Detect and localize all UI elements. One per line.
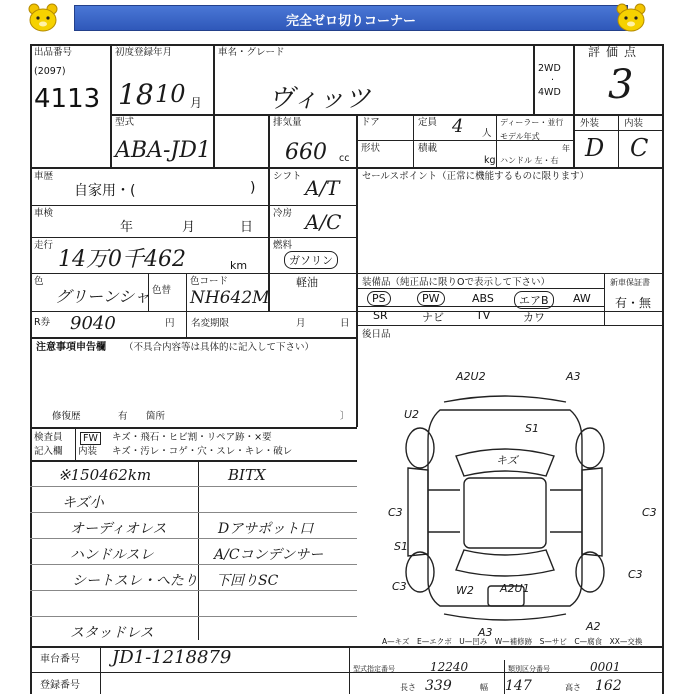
- warranty-value: 有・無: [615, 296, 652, 310]
- designation-label: 型式指定番号: [353, 665, 395, 673]
- color-code-label: 色コード: [190, 276, 229, 287]
- mileage-unit: km: [230, 259, 248, 272]
- shape-label: 形状: [361, 143, 381, 154]
- capacity-unit: 人: [482, 128, 492, 139]
- model-label: 車名・グレード: [218, 47, 285, 58]
- damage-label: U2: [404, 408, 420, 421]
- sales-points-label: セールスポイント（正常に機能するものに限ります）: [362, 171, 590, 182]
- name-change-month: 月: [296, 318, 306, 329]
- drive-4wd: 4WD: [538, 87, 561, 98]
- damage-label: W2: [456, 584, 474, 597]
- recycle-value: 9040: [70, 313, 116, 334]
- equip-airbag: エアB: [514, 291, 554, 309]
- capacity-label: 定員: [418, 117, 438, 128]
- later-docs-label: 後日品: [362, 329, 391, 340]
- exterior-items: キズ・飛石・ヒビ割・リペア跡・×要: [112, 432, 272, 443]
- displacement-value: 660: [285, 140, 327, 165]
- notes-label: 注意事項申告欄: [36, 342, 106, 353]
- lot-number: 4113: [34, 84, 101, 114]
- type-label: 型式: [115, 117, 135, 128]
- damage-label: A2U1: [500, 582, 530, 595]
- inspector-note-left: ※150462km: [58, 466, 152, 484]
- fuel-label: 燃料: [273, 240, 293, 251]
- dim-length-label: 長さ: [400, 683, 416, 692]
- equip-abs: ABS: [472, 292, 494, 305]
- equip-pw: PW: [417, 291, 445, 306]
- history-value: 自家用・(: [74, 183, 136, 199]
- inspector-note-left: シートスレ・へたり: [72, 573, 198, 589]
- model-year-label: モデル年式: [500, 132, 540, 141]
- registration-month-unit: 月: [190, 96, 203, 110]
- handle-label: ハンドル 左・右: [500, 156, 559, 165]
- repair-place-label: 箇所: [146, 411, 166, 422]
- inspector-label-1: 検査員: [34, 432, 63, 443]
- notes-sub: （不具合内容等は具体的に記入して下さい）: [124, 342, 315, 353]
- name-change-label: 名変期限: [191, 318, 230, 329]
- damage-label: A2: [586, 620, 601, 633]
- color-change-label: 色替: [152, 285, 172, 296]
- inspector-note-left: オーディオレス: [70, 521, 167, 537]
- load-unit: kg: [484, 155, 496, 166]
- color-code-value: NH642M: [190, 288, 270, 308]
- banner-title: 完全ゼロ切りコーナー: [285, 14, 416, 29]
- registration-month: 10: [155, 80, 186, 108]
- damage-label: C3: [642, 506, 657, 519]
- dim-width-label: 幅: [480, 683, 488, 692]
- damage-label: C3: [392, 580, 407, 593]
- ac-value: A/C: [305, 210, 342, 234]
- equipment-label: 装備品（純正品に限りOで表示して下さい）: [362, 277, 550, 288]
- equip-sr: SR: [373, 309, 388, 322]
- equip-aw: AW: [573, 292, 591, 305]
- designation-value: 12240: [430, 660, 469, 674]
- registration-year: 18: [118, 78, 154, 111]
- inspector-note-right: Dアサポット口: [218, 521, 314, 537]
- inspector-note-right: BITX: [228, 466, 266, 484]
- shift-value: A/T: [305, 176, 340, 200]
- dim-height-label: 高さ: [565, 683, 581, 692]
- fuel-gasoline: ガソリン: [284, 251, 338, 269]
- load-label: 積載: [418, 143, 438, 154]
- chassis-number: JD1-1218879: [112, 647, 232, 668]
- score-value: 3: [608, 62, 634, 108]
- dim-width-value: 147: [505, 678, 532, 694]
- recycle-unit: 円: [165, 318, 175, 329]
- capacity-value: 4: [452, 116, 464, 137]
- history-close: ): [250, 180, 256, 196]
- damage-label: A3: [478, 626, 493, 639]
- lot-label: 出品番号: [34, 47, 73, 58]
- bear-mascot-left-icon: [26, 3, 60, 33]
- repair-close: 〕: [340, 411, 350, 422]
- model-name: ヴィッツ: [268, 84, 371, 114]
- inspector-note-right: A/Cコンデンサー: [214, 547, 324, 563]
- damage-label: C3: [388, 506, 403, 519]
- inspector-note-left: キズ小: [62, 495, 104, 511]
- interior-items: キズ・汚レ・コゲ・穴・スレ・キレ・破レ: [112, 446, 293, 457]
- displacement-unit: cc: [339, 153, 350, 164]
- exterior-grade-label: 外装: [580, 118, 600, 129]
- inspector-note-right: 下回りSC: [216, 573, 279, 589]
- damage-label: A3: [566, 370, 581, 383]
- damage-label: C3: [628, 568, 643, 581]
- interior-grade-value: C: [630, 134, 649, 162]
- color-label: 色: [34, 276, 44, 287]
- displacement-label: 排気量: [273, 117, 302, 128]
- inspector-note-left: スタッドレス: [70, 625, 154, 641]
- inspection-label: 車検: [34, 208, 54, 219]
- type-value: ABA-JD1: [115, 138, 211, 163]
- bear-mascot-right-icon: [614, 3, 648, 33]
- warranty-label: 新車保証書: [610, 278, 650, 287]
- inspection-day: 日: [240, 220, 254, 235]
- registration-number-label: 登録番号: [40, 680, 80, 691]
- score-label: 評価点: [588, 45, 643, 59]
- category-value: 0001: [590, 660, 621, 674]
- damage-label: A2U2: [456, 370, 486, 383]
- category-label: 類別区分番号: [508, 665, 550, 673]
- shift-label: シフト: [273, 171, 302, 182]
- history-label: 車歴: [34, 171, 54, 182]
- equip-tv: TV: [476, 309, 491, 322]
- inspector-label-2: 記入欄: [34, 446, 63, 457]
- title-banner: [74, 5, 628, 31]
- damage-label: S1: [394, 540, 408, 553]
- car-damage-diagram: [360, 360, 662, 646]
- color-value: グリーンシャ: [55, 287, 150, 306]
- diagram-legend: A—キズ E—エクボ U—凹み W—補修跡 S—サビ C—腐食 XX—交換: [382, 637, 643, 646]
- dim-height-value: 162: [595, 678, 622, 694]
- drive-dot: ·: [551, 75, 555, 86]
- equip-ps: PS: [367, 291, 391, 306]
- inspection-year: 年: [120, 220, 134, 235]
- name-change-day: 日: [340, 318, 350, 329]
- fuel-diesel: 軽油: [296, 276, 318, 289]
- interior-tag: 内装: [78, 446, 98, 457]
- repair-history-label: 修復歴: [52, 411, 81, 422]
- recycle-label: R券: [34, 317, 51, 328]
- inspector-note-left: ハンドルスレ: [70, 547, 154, 563]
- exterior-grade-value: D: [585, 134, 605, 162]
- damage-label: S1: [525, 422, 539, 435]
- damage-label: キズ: [496, 454, 518, 467]
- lot-sub: (2097): [34, 66, 66, 77]
- equip-navi: ナビ: [422, 311, 444, 324]
- inspection-month: 月: [182, 220, 196, 235]
- dealer-label: ディーラー・並行: [500, 118, 564, 127]
- drive-2wd: 2WD: [538, 63, 561, 74]
- model-year-unit: 年: [562, 144, 570, 153]
- equip-leather: カワ: [523, 311, 545, 324]
- mileage-label: 走行: [34, 240, 54, 251]
- registration-label: 初度登録年月: [115, 47, 173, 58]
- ac-label: 冷房: [273, 208, 293, 219]
- repair-history-value: 有: [118, 411, 128, 422]
- chassis-label: 車台番号: [40, 654, 80, 665]
- exterior-tag: FW: [80, 432, 101, 445]
- mileage-value: 14万0千462: [58, 247, 186, 272]
- interior-grade-label: 内装: [624, 118, 644, 129]
- doors-label: ドア: [361, 117, 380, 128]
- dim-length-value: 339: [425, 678, 452, 694]
